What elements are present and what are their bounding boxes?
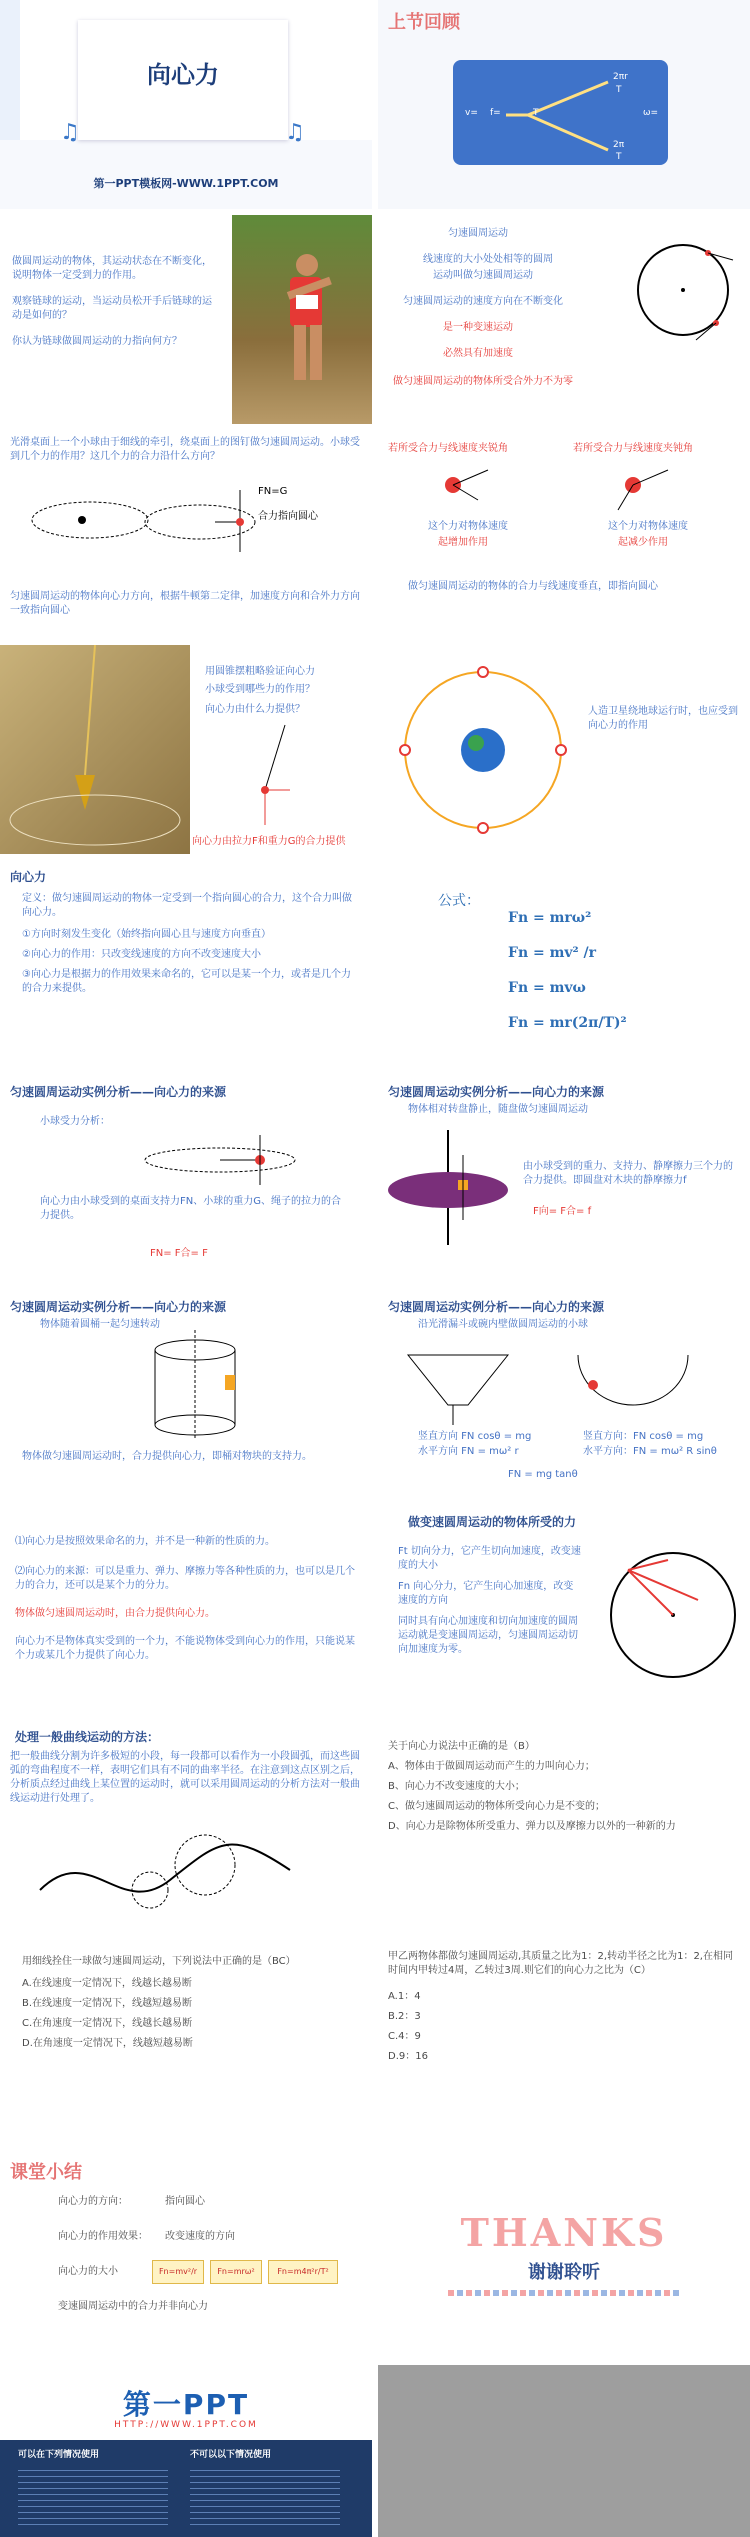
slide-example-funnel (378, 1290, 750, 1499)
slide-review (378, 0, 750, 209)
curve-heading: 处理一般曲线运动的方法： (15, 1730, 160, 1744)
definition-text: 定义：做匀速圆周运动的物体一定受到一个指向圆心的合力，这个合力叫做向心力。 (22, 893, 352, 918)
formula-T3: T (616, 152, 622, 162)
pendulum-q1: 用圆锥摆粗略验证向心力 (205, 666, 315, 677)
example-heading: 匀速圆周运动实例分析——向心力的来源 (10, 1300, 227, 1314)
usage-forbidden: 不可以以下情况使用 (190, 2450, 272, 2460)
example-subtitle: 物体相对转盘静止，随盘做匀速圆周运动 (408, 1104, 588, 1115)
disc-equation: F向= F合= f (533, 1206, 592, 1217)
section-heading: 上节回顾 (388, 12, 460, 33)
side-note: 合力指向圆心 (258, 511, 318, 522)
summary-variable-note: 变速圆周运动中的合力并非向心力 (58, 2301, 208, 2312)
quiz2-option-d[interactable]: D.在角速度一定情况下，线越短越易断 (22, 2038, 193, 2049)
definition-point-1: ①方向时刻发生变化（始终指向圆心且与速度方向垂直） (22, 929, 271, 940)
pendulum-answer: 向心力由拉力F和重力G的合力提供 (192, 836, 346, 847)
example-heading: 匀速圆周运动实例分析——向心力的来源 (388, 1300, 605, 1314)
slide-uniform-motion (378, 215, 750, 424)
pendulum-force-diagram (0, 645, 372, 854)
thanks-text: THANKS (460, 2210, 668, 2255)
funnel-result: FN = mg tanθ (508, 1469, 578, 1480)
page-title: 向心力 (147, 61, 219, 89)
formula-2pi: 2π (613, 140, 625, 150)
slide-curve-method (0, 1720, 372, 1929)
circle-velocity-diagram (378, 215, 750, 424)
formula-2: Fn = mv² /r (508, 945, 597, 961)
formula-3: Fn = mvω (508, 980, 586, 996)
formula-4: Fn = mr(2π/T)² (508, 1015, 627, 1031)
slide-example-ball (0, 1075, 372, 1284)
variable-force-diagram (378, 1505, 750, 1714)
funnel-eq-1: 竖直方向 FN cosθ = mg (418, 1431, 532, 1442)
quiz2-option-c[interactable]: C.在角速度一定情况下，线越长越易断 (22, 2018, 193, 2029)
cylinder-explanation: 物体做匀速圆周运动时，合力提供向心力，即桶对物块的支持力。 (22, 1451, 312, 1462)
slide-centripetal-definition (0, 860, 372, 1069)
summary-formula-2: Fn=mrω² (210, 2260, 262, 2284)
uniform-line-7: 做匀速圆周运动的物体所受合外力不为零 (393, 376, 573, 387)
note-3: 物体做匀速圆周运动时，由合力提供向心力。 (15, 1608, 215, 1619)
usage-allowed: 可以在下列情况使用 (18, 2450, 100, 2460)
slide-example-disc (378, 1075, 750, 1284)
perpendicular-text: 做匀速圆周运动的物体的合力与线速度垂直，即指向圆心 (408, 581, 658, 592)
quiz3-option-c[interactable]: C.4：9 (388, 2031, 421, 2042)
table-ball-question: 光滑桌面上一个小球由于细线的牵引，绕桌面上的图钉做匀速圆周运动。小球受到几个力的作用？这几个力的合力沿什么方向？ (10, 437, 360, 462)
acute-angle-text: 若所受合力与线速度夹锐角 (388, 443, 508, 454)
obtuse-angle-text: 若所受合力与线速度夹钝角 (573, 443, 693, 454)
summary-effect-label: 向心力的作用效果： (58, 2231, 148, 2242)
slide-quiz-1 (378, 1720, 750, 1929)
summary-formula-3: Fn=m4π²r/T² (268, 2260, 338, 2284)
ball-force-equation: FN= F合= F (150, 1248, 208, 1259)
uniform-line-1: 匀速圆周运动 (448, 228, 508, 239)
fn-g-label: FN=G (258, 486, 288, 497)
pendulum-q3: 向心力由什么力提供？ (205, 704, 305, 715)
slide-title (0, 0, 372, 209)
curve-diagram (0, 1720, 372, 1929)
cylinder-diagram (0, 1290, 372, 1499)
slide-quiz-3 (378, 1935, 750, 2144)
summary-heading: 课堂小结 (10, 2162, 82, 2183)
slide-force-angle (378, 430, 750, 639)
quiz2-option-b[interactable]: B.在线速度一定情况下，线越短越易断 (22, 1998, 193, 2009)
formula-2pir: 2πr (613, 72, 628, 82)
acute-effect-2: 起增加作用 (438, 537, 488, 548)
quiz2-question: 用细线拴住一球做匀速圆周运动，下列说法中正确的是（BC） (22, 1956, 296, 1967)
slide-table-ball (0, 430, 372, 639)
quiz3-option-a[interactable]: A.1：4 (388, 1991, 421, 2002)
thanks-cn: 谢谢聆听 (528, 2262, 600, 2283)
normal-text: Fn 向心分力，它产生向心加速度，改变速度的方向 (398, 1581, 574, 1606)
intro-text-2: 观察链球的运动，当运动员松开手后链球的运动是如何的？ (12, 296, 212, 321)
hammer-throw-photo (232, 215, 372, 424)
uniform-line-4: 匀速圆周运动的速度方向在不断变化 (403, 296, 563, 307)
quiz3-question: 甲乙两物体都做匀速圆周运动,其质量之比为1：2,转动半径之比为1：2,在相同时间内甲转过4周，乙转过3周.则它们的向心力之比为（C） (388, 1951, 733, 1976)
intro-text-3: 你认为链球做圆周运动的力指向何方？ (12, 336, 182, 347)
quiz3-option-b[interactable]: B.2：3 (388, 2011, 421, 2022)
intro-text-1: 做圆周运动的物体，其运动状态在不断变化，说明物体一定受到力的作用。 (12, 256, 212, 281)
example-subtitle: 沿光滑漏斗或碗内壁做圆周运动的小球 (418, 1319, 588, 1330)
uniform-line-5: 是一种变速运动 (443, 322, 513, 333)
variable-heading: 做变速圆周运动的物体所受的力 (408, 1515, 577, 1529)
formula-v: v= (465, 108, 478, 118)
brand-logo: 第一PPT (122, 2388, 250, 2421)
summary-direction-label: 向心力的方向： (58, 2196, 128, 2207)
tangential-text: Ft 切向分力，它产生切向加速度，改变速度的大小 (398, 1546, 581, 1571)
slide-thanks (378, 2150, 750, 2359)
formula-fn: f= (490, 108, 501, 118)
quiz3-option-d[interactable]: D.9：16 (388, 2051, 428, 2062)
formula-w: ω= (643, 108, 659, 118)
formula-T: T (533, 108, 539, 118)
satellite-orbit-diagram (378, 645, 750, 854)
site-label: 第一PPT模板网-WWW.1PPT.COM (93, 177, 279, 190)
slide-quiz-2 (0, 1935, 372, 2144)
bowl-eq-2: 水平方向：FN = mω² R sinθ (583, 1446, 717, 1457)
satellite-text: 人造卫星绕地球运行时，也应受到向心力的作用 (588, 706, 738, 731)
pendulum-q2: 小球受到哪些力的作用？ (205, 684, 315, 695)
brand-url: HTTP://WWW.1PPT.COM (114, 2420, 258, 2430)
music-note-icon: ♫ (285, 120, 305, 145)
definition-point-3: ③向心力是根据力的作用效果来命名的，它可以是某一个力，或者是几个力的合力来提供。 (22, 969, 351, 994)
slide-formulas (378, 860, 750, 1069)
note-4: 向心力不是物体真实受到的一个力，不能说物体受到向心力的作用，只能说某个力或某几个力提供了向心力。 (15, 1636, 355, 1661)
slide-summary (0, 2150, 372, 2359)
slide-intro (0, 215, 372, 424)
curve-explanation: 把一般曲线分割为许多极短的小段，每一段都可以看作为一小段圆弧，而这些圆弧的弯曲程度不一样，表明它们具有不同的曲率半径。在注意到这点区别之后，分析质点经过曲线上某位置的运动时，就可以采用圆周运动的分析方法对一般曲线运动进行处理了。 (10, 1751, 360, 1804)
uniform-line-2: 线速度的大小处处相等的圆周 (423, 254, 553, 265)
thanks-divider (448, 2290, 680, 2296)
formula-1: Fn = mrω² (508, 910, 592, 926)
formula-T2: T (616, 85, 622, 95)
example-heading: 匀速圆周运动实例分析——向心力的来源 (388, 1085, 605, 1099)
empty-grey-panel (378, 2365, 750, 2537)
quiz1-option-b[interactable]: B、向心力不改变速度的大小； (388, 1781, 525, 1792)
summary-effect-value: 改变速度的方向 (165, 2231, 235, 2242)
quiz2-option-a[interactable]: A.在线速度一定情况下，线越长越易断 (22, 1978, 192, 1989)
slide-variable-motion (378, 1505, 750, 1714)
summary-size-label: 向心力的大小 (58, 2266, 118, 2277)
bowl-eq-1: 竖直方向：FN cosθ = mg (583, 1431, 704, 1442)
example-subtitle: 物体随着圆桶一起匀速转动 (40, 1319, 160, 1330)
slide-centripetal-notes (0, 1505, 372, 1714)
variable-summary: 同时具有向心加速度和切向加速度的圆周运动就是变速圆周运动，匀速圆周运动切向加速度为零。 (398, 1616, 578, 1655)
definition-point-2: ②向心力的作用：只改变线速度的方向不改变速度大小 (22, 949, 261, 960)
uniform-line-3: 运动叫做匀速圆周运动 (433, 270, 533, 281)
slide-template-info (0, 2365, 372, 2537)
quiz1-question: 关于向心力说法中正确的是（B） (388, 1741, 535, 1752)
quiz1-option-a[interactable]: A、物体由于做圆周运动而产生的力叫向心力； (388, 1761, 595, 1772)
slide-example-cylinder (0, 1290, 372, 1499)
formula-heading: 公式： (438, 893, 480, 909)
force-angle-diagram (378, 430, 750, 639)
review-arrows (378, 0, 750, 209)
slide-conical-pendulum (0, 645, 372, 854)
link-list-left (18, 2465, 168, 2525)
obtuse-effect-1: 这个力对物体速度 (608, 521, 688, 532)
summary-formula-1: Fn=mv²/r (152, 2260, 204, 2284)
slide-satellite (378, 645, 750, 854)
obtuse-effect-2: 起减少作用 (618, 537, 668, 548)
example-heading: 匀速圆周运动实例分析——向心力的来源 (10, 1085, 227, 1099)
summary-direction-value: 指向圆心 (165, 2196, 205, 2207)
table-ball-conclusion: 匀速圆周运动的物体向心力方向，根据牛顿第二定律，加速度方向和合外力方向一致指向圆心 (10, 591, 360, 616)
quiz1-option-c[interactable]: C、做匀速圆周运动的物体所受向心力是不变的； (388, 1801, 605, 1812)
note-1: ⑴向心力是按照效果命名的力，并不是一种新的性质的力。 (15, 1536, 275, 1547)
note-2: ⑵向心力的来源：可以是重力、弹力、摩擦力等各种性质的力，也可以是几个力的合力，还可以是某个力的分力。 (15, 1566, 355, 1591)
disc-explanation: 由小球受到的重力、支持力、静摩擦力三个力的合力提供。即圆盘对木块的静摩擦力f (523, 1161, 733, 1186)
uniform-line-6: 必然具有加速度 (443, 348, 513, 359)
quiz1-option-d[interactable]: D、向心力是除物体所受重力、弹力以及摩擦力以外的一种新的力 (388, 1821, 676, 1832)
funnel-eq-2: 水平方向 FN = mω² r (418, 1446, 519, 1457)
music-note-icon: ♫ (60, 120, 80, 145)
acute-effect-1: 这个力对物体速度 (428, 521, 508, 532)
link-list-right (190, 2465, 340, 2525)
example-subtitle: 小球受力分析： (40, 1116, 110, 1127)
definition-heading: 向心力 (10, 870, 47, 884)
ball-force-explanation: 向心力由小球受到的桌面支持力FN、小球的重力G、绳子的拉力的合力提供。 (40, 1196, 341, 1221)
